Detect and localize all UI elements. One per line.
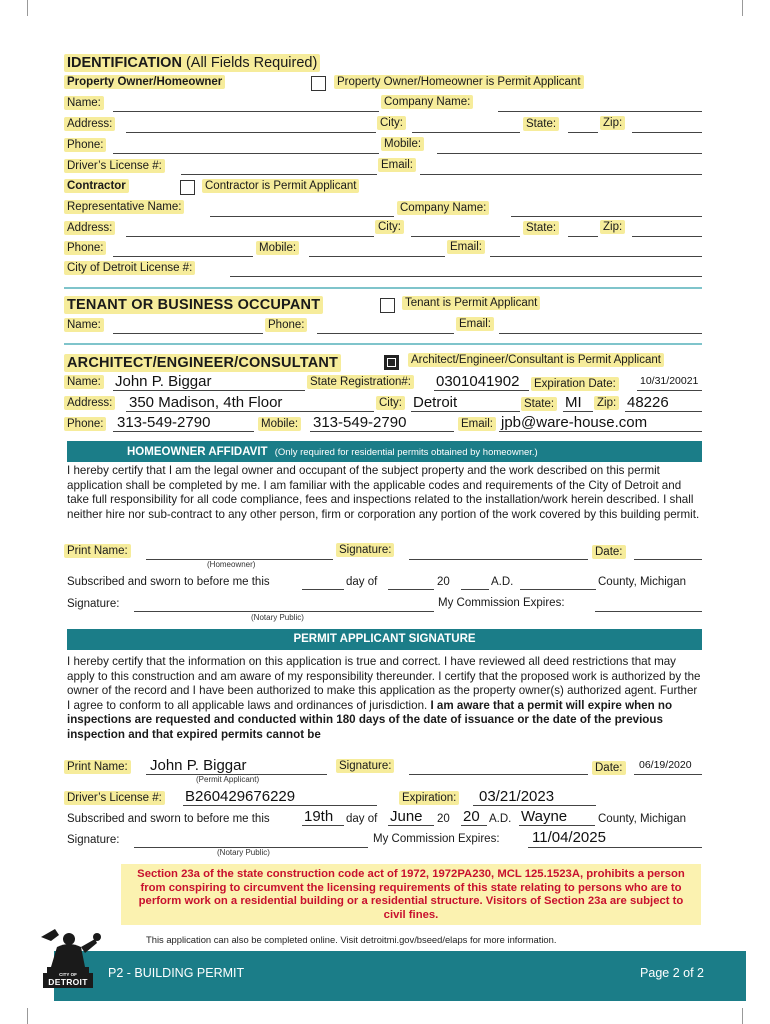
owner-zip-field[interactable] <box>632 132 702 133</box>
owner-phone-label: Phone: <box>64 139 106 151</box>
applicant-county-value[interactable]: Wayne <box>521 808 568 825</box>
tenant-applicant-label: Tenant is Permit Applicant <box>402 297 540 309</box>
tenant-applicant-checkbox[interactable] <box>380 298 395 313</box>
applicant-signature-field[interactable] <box>409 774 588 775</box>
online-note: This application can also be completed online. Visit detroitmi.gov/bseed/elaps for more information. <box>146 934 557 945</box>
applicant-county-label: County, Michigan <box>598 813 686 825</box>
applicant-date-label: Date: <box>592 762 626 774</box>
architect-address-label: Address: <box>64 397 115 409</box>
footer-left: P2 - BUILDING PERMIT <box>108 966 245 980</box>
contractor-city-field[interactable] <box>411 236 520 237</box>
applicant-day-of-label: day of <box>346 813 378 825</box>
architect-state-field[interactable] <box>563 411 593 412</box>
tenant-title: TENANT OR BUSINESS OCCUPANT <box>64 297 323 313</box>
applicant-commission-field[interactable] <box>528 847 702 848</box>
rep-name-label: Representative Name: <box>64 201 184 213</box>
applicant-body <box>67 655 703 743</box>
applicant-header <box>67 629 702 650</box>
affidavit-signature-field[interactable] <box>409 559 588 560</box>
tenant-email-label: Email: <box>456 318 494 330</box>
footer-bar <box>54 951 746 1001</box>
contractor-applicant-label: Contractor is Permit Applicant <box>202 180 359 192</box>
applicant-caption: (Permit Applicant) <box>196 775 260 784</box>
affidavit-month-field[interactable] <box>388 589 434 590</box>
owner-name-field[interactable] <box>113 111 379 112</box>
detroit-license-field[interactable] <box>230 276 702 277</box>
affidavit-signature-label: Signature: <box>336 544 394 556</box>
contractor-state-field[interactable] <box>568 236 598 237</box>
applicant-body-text: I hereby certify that the information on this application is true and correct. I have reviewed all deed restrictions that may apply to this construction and am aware of my responsibility thereunder. I certify that the proposed work is authorized by the owner of the record and I have been authorized to make this application as the property owner(s) authorized agent. Further I agree to conform to all applicable laws and ordinances of jurisdiction. <box>67 655 701 712</box>
applicant-license-field[interactable] <box>183 805 377 806</box>
owner-mobile-field[interactable] <box>437 153 702 154</box>
architect-mobile-label: Mobile: <box>258 418 301 430</box>
section-23a-notice: Section 23a of the state construction code act of 1972, 1972PA230, MCL 125.1523A, prohibits a person from conspiring to circumvent the licensing requirements of this state relating to persons who are to perform work on a residential building or a residential structure. Visitors of Section 23a are subject to civil fines. <box>121 864 701 925</box>
applicant-notary-caption: (Notary Public) <box>217 848 270 857</box>
logo-text-top: CITY OF <box>59 972 77 977</box>
affidavit-header <box>67 441 702 462</box>
architect-expiration-label: Expiration Date: <box>531 378 619 390</box>
affidavit-notary-caption: (Notary Public) <box>251 613 304 622</box>
architect-name-label: Name: <box>64 376 104 388</box>
applicant-license-value[interactable]: B260429676229 <box>185 788 296 805</box>
contractor-applicant-checkbox[interactable] <box>180 180 195 195</box>
applicant-sworn-label: Subscribed and sworn to before me this <box>67 813 270 825</box>
architect-state-value[interactable]: MI <box>565 394 582 411</box>
contractor-heading: Contractor <box>64 180 129 192</box>
applicant-twenty-label: 20 <box>437 813 450 825</box>
applicant-expiration-field[interactable] <box>473 805 596 806</box>
applicant-ad-label: A.D. <box>489 813 512 825</box>
detroit-license-label: City of Detroit License #: <box>64 262 195 274</box>
identification-note: (All Fields Required) <box>185 55 318 71</box>
architect-email-label: Email: <box>458 418 496 430</box>
architect-phone-label: Phone: <box>64 418 106 430</box>
applicant-print-name-value[interactable]: John P. Biggar <box>150 757 247 774</box>
owner-company-label: Company Name: <box>381 96 473 108</box>
contractor-email-label: Email: <box>447 241 485 253</box>
rep-name-field[interactable] <box>210 216 394 217</box>
architect-address-field[interactable] <box>126 411 374 412</box>
architect-zip-field[interactable] <box>625 411 702 412</box>
owner-email-field[interactable] <box>420 174 702 175</box>
architect-zip-label: Zip: <box>594 397 619 409</box>
architect-phone-value[interactable]: 313-549-2790 <box>117 414 211 431</box>
tenant-phone-field[interactable] <box>317 333 454 334</box>
applicant-date-field[interactable] <box>634 774 702 775</box>
owner-city-field[interactable] <box>412 132 520 133</box>
contractor-address-field[interactable] <box>126 236 374 237</box>
applicant-notary-signature-label: Signature: <box>67 834 120 846</box>
architect-city-value[interactable]: Detroit <box>413 394 458 411</box>
applicant-expiration-label: Expiration: <box>399 792 459 804</box>
architect-reg-field[interactable] <box>434 390 529 391</box>
applicant-year-value[interactable]: 20 <box>463 808 480 825</box>
architect-zip-value[interactable]: 48226 <box>627 394 669 411</box>
affidavit-ad-label: A.D. <box>491 576 514 588</box>
city-of-detroit-logo <box>33 927 103 989</box>
owner-phone-field[interactable] <box>113 153 379 154</box>
contractor-phone-label: Phone: <box>64 242 106 254</box>
contractor-state-label: State: <box>523 222 559 234</box>
logo-text-bottom: DETROIT <box>48 977 88 987</box>
affidavit-county-field[interactable] <box>520 589 596 590</box>
affidavit-day-field[interactable] <box>302 589 344 590</box>
architect-city-field[interactable] <box>411 411 520 412</box>
applicant-county-field[interactable] <box>519 825 595 826</box>
affidavit-date-label: Date: <box>592 546 626 558</box>
architect-email-field[interactable] <box>499 431 702 432</box>
architect-city-label: City: <box>376 397 405 409</box>
architect-reg-label: State Registration#: <box>307 376 414 388</box>
applicant-month-value[interactable]: June <box>390 808 423 825</box>
tenant-email-field[interactable] <box>499 333 702 334</box>
contractor-mobile-label: Mobile: <box>256 242 299 254</box>
architect-email-value[interactable]: jpb@ware-house.com <box>501 414 648 431</box>
contractor-company-label: Company Name: <box>397 202 489 214</box>
affidavit-title: HOMEOWNER AFFIDAVIT <box>127 446 268 458</box>
tenant-name-field[interactable] <box>113 333 263 334</box>
affidavit-county-label: County, Michigan <box>598 576 686 588</box>
owner-state-field[interactable] <box>568 132 598 133</box>
owner-state-label: State: <box>523 118 559 130</box>
contractor-mobile-field[interactable] <box>309 256 445 257</box>
architect-reg-value[interactable]: 0301041902 <box>436 373 520 390</box>
affidavit-notary-signature-label: Signature: <box>67 598 120 610</box>
applicant-date-value[interactable]: 06/19/2020 <box>639 759 692 771</box>
affidavit-day-of-label: day of <box>346 576 378 588</box>
applicant-year-field[interactable] <box>461 825 487 826</box>
crop-mark <box>742 1008 743 1024</box>
crop-mark <box>742 0 743 16</box>
architect-address-value[interactable]: 350 Madison, 4th Floor <box>129 394 283 411</box>
crop-mark <box>27 0 28 16</box>
section-divider <box>64 343 702 345</box>
applicant-body-bold: I am aware that a permit will expire when no inspections are requested and conducted within 180 days of the date of issuance or the date of the previous inspection and that expired permits cannot be <box>67 698 673 741</box>
architect-applicant-label: Architect/Engineer/Consultant is Permit Applicant <box>408 354 664 366</box>
applicant-signature-label: Signature: <box>336 760 394 772</box>
architect-applicant-checkbox[interactable] <box>384 355 399 370</box>
contractor-email-field[interactable] <box>490 256 702 257</box>
owner-email-label: Email: <box>378 159 416 171</box>
applicant-license-label: Driver’s License #: <box>64 792 165 804</box>
applicant-month-field[interactable] <box>388 825 434 826</box>
affidavit-twenty-label: 20 <box>437 576 450 588</box>
applicant-commission-value[interactable]: 11/04/2025 <box>532 829 606 846</box>
contractor-phone-field[interactable] <box>113 256 253 257</box>
crop-mark <box>27 1008 28 1024</box>
applicant-expiration-value[interactable]: 03/21/2023 <box>479 788 555 805</box>
architect-state-label: State: <box>521 398 557 410</box>
owner-address-label: Address: <box>64 118 115 130</box>
tenant-phone-label: Phone: <box>265 319 307 331</box>
owner-license-label: Driver’s License #: <box>64 160 165 172</box>
architect-expiration-field[interactable] <box>637 390 702 391</box>
architect-name-field[interactable] <box>113 390 305 391</box>
architect-phone-field[interactable] <box>113 431 254 432</box>
owner-city-label: City: <box>377 117 406 129</box>
applicant-commission-label: My Commission Expires: <box>373 833 500 845</box>
affidavit-sworn-label: Subscribed and sworn to before me this <box>67 576 270 588</box>
applicant-print-name-label: Print Name: <box>64 761 131 773</box>
architect-mobile-value[interactable]: 313-549-2790 <box>313 414 407 431</box>
architect-expiration-value[interactable]: 10/31/20021 <box>640 375 699 387</box>
affidavit-date-field[interactable] <box>634 559 702 560</box>
affidavit-notary-signature-field[interactable] <box>134 611 434 612</box>
contractor-zip-field[interactable] <box>632 236 702 237</box>
owner-company-field[interactable] <box>498 111 702 112</box>
section-divider <box>64 287 702 289</box>
architect-title: ARCHITECT/ENGINEER/CONSULTANT <box>64 355 341 371</box>
architect-mobile-field[interactable] <box>310 431 454 432</box>
owner-heading: Property Owner/Homeowner <box>64 76 225 88</box>
contractor-city-label: City: <box>375 221 404 233</box>
affidavit-note: (Only required for residential permits obtained by homeowner.) <box>274 447 538 458</box>
applicant-day-value[interactable]: 19th <box>304 808 334 825</box>
owner-zip-label: Zip: <box>600 117 625 129</box>
contractor-address-label: Address: <box>64 222 115 234</box>
identification-heading <box>64 55 320 71</box>
footer-right: Page 2 of 2 <box>640 966 704 980</box>
tenant-name-label: Name: <box>64 319 104 331</box>
owner-applicant-label: Property Owner/Homeowner is Permit Applicant <box>334 76 584 88</box>
affidavit-year-field[interactable] <box>461 589 489 590</box>
affidavit-commission-field[interactable] <box>595 611 702 612</box>
affidavit-print-name-label: Print Name: <box>64 545 131 557</box>
affidavit-commission-label: My Commission Expires: <box>438 597 565 609</box>
applicant-day-field[interactable] <box>302 825 344 826</box>
architect-name-value[interactable]: John P. Biggar <box>115 373 212 390</box>
homeowner-caption: (Homeowner) <box>207 560 256 569</box>
owner-name-label: Name: <box>64 97 104 109</box>
owner-license-field[interactable] <box>181 174 377 175</box>
owner-applicant-checkbox[interactable] <box>311 76 326 91</box>
contractor-zip-label: Zip: <box>600 221 625 233</box>
owner-mobile-label: Mobile: <box>381 138 424 150</box>
identification-title: IDENTIFICATION <box>67 55 182 71</box>
applicant-title: PERMIT APPLICANT SIGNATURE <box>293 633 476 645</box>
contractor-company-field[interactable] <box>511 216 702 217</box>
affidavit-body: I hereby certify that I am the legal owner and occupant of the subject property and the work described on this permit application shall be completed by me. I am familiar with the applicable codes and requirements of the City of Detroit and take full responsibility for all code compliance, fees and inspections related to the installation/work herein described. I shall neither hire nor sub-contract to any other person, firm or corporation any portion of the work covered by this building permit. <box>67 464 700 521</box>
owner-address-field[interactable] <box>126 132 376 133</box>
